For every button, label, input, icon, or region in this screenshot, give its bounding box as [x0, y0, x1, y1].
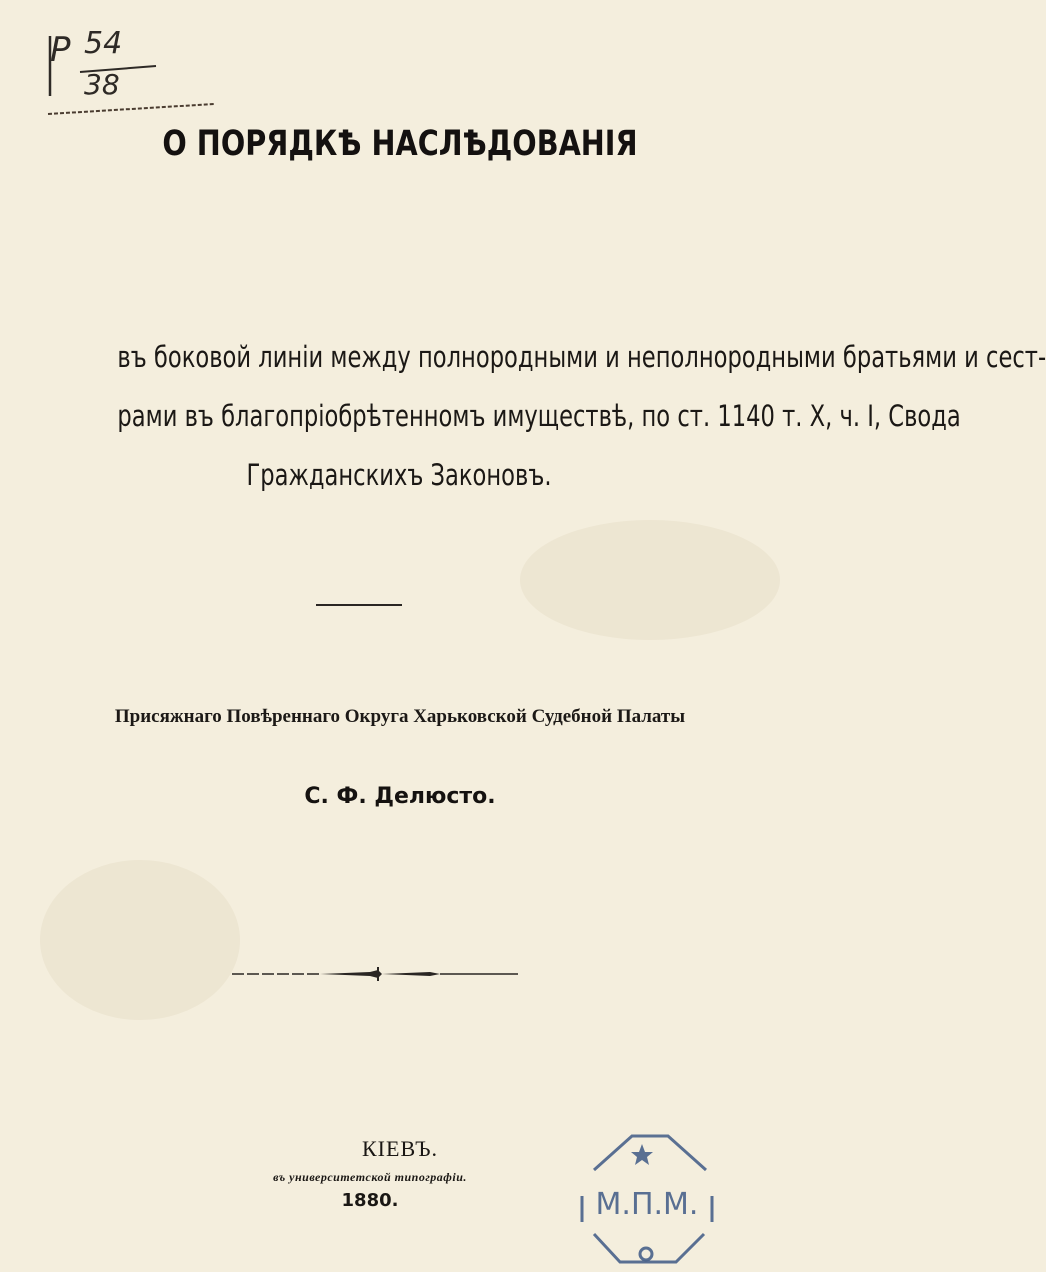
- shelf-mark-number-top: 54: [84, 26, 123, 61]
- author-role: Присяжнаго Повѣреннаго Округа Харьковской Судебной Палаты: [114, 706, 686, 727]
- divider-rule: [316, 604, 402, 606]
- imprint-press: въ университетской типографіи.: [273, 1170, 467, 1184]
- subtitle-line: Гражданскихъ Законовъ.: [246, 458, 552, 492]
- shelf-mark-letter: P: [50, 30, 71, 70]
- stamp-text: М.П.М.: [595, 1187, 699, 1222]
- document-title: О ПОРЯДКѢ НАСЛѢДОВАНІЯ: [162, 124, 638, 164]
- author-name: С. Ф. Делюсто.: [304, 784, 496, 809]
- library-stamp: [572, 1122, 722, 1272]
- subtitle-line: рами въ благопріобрѣтенномъ имуществѣ, по ст. 1140 т. X, ч. I, Свода: [117, 399, 961, 433]
- shelf-mark-number-bottom: 38: [84, 68, 120, 101]
- document-subtitle: [38, 328, 1046, 505]
- handwritten-shelf-mark: [44, 26, 219, 120]
- paper-stain: [40, 860, 240, 1020]
- subtitle-line: въ боковой линіи между полнородными и неполнородными братьями и сест-: [117, 340, 1046, 374]
- ornamental-rule: [230, 966, 520, 982]
- imprint-year: 1880.: [341, 1190, 399, 1211]
- paper-stain: [520, 520, 780, 640]
- imprint-city: КІЕВЪ.: [362, 1136, 438, 1161]
